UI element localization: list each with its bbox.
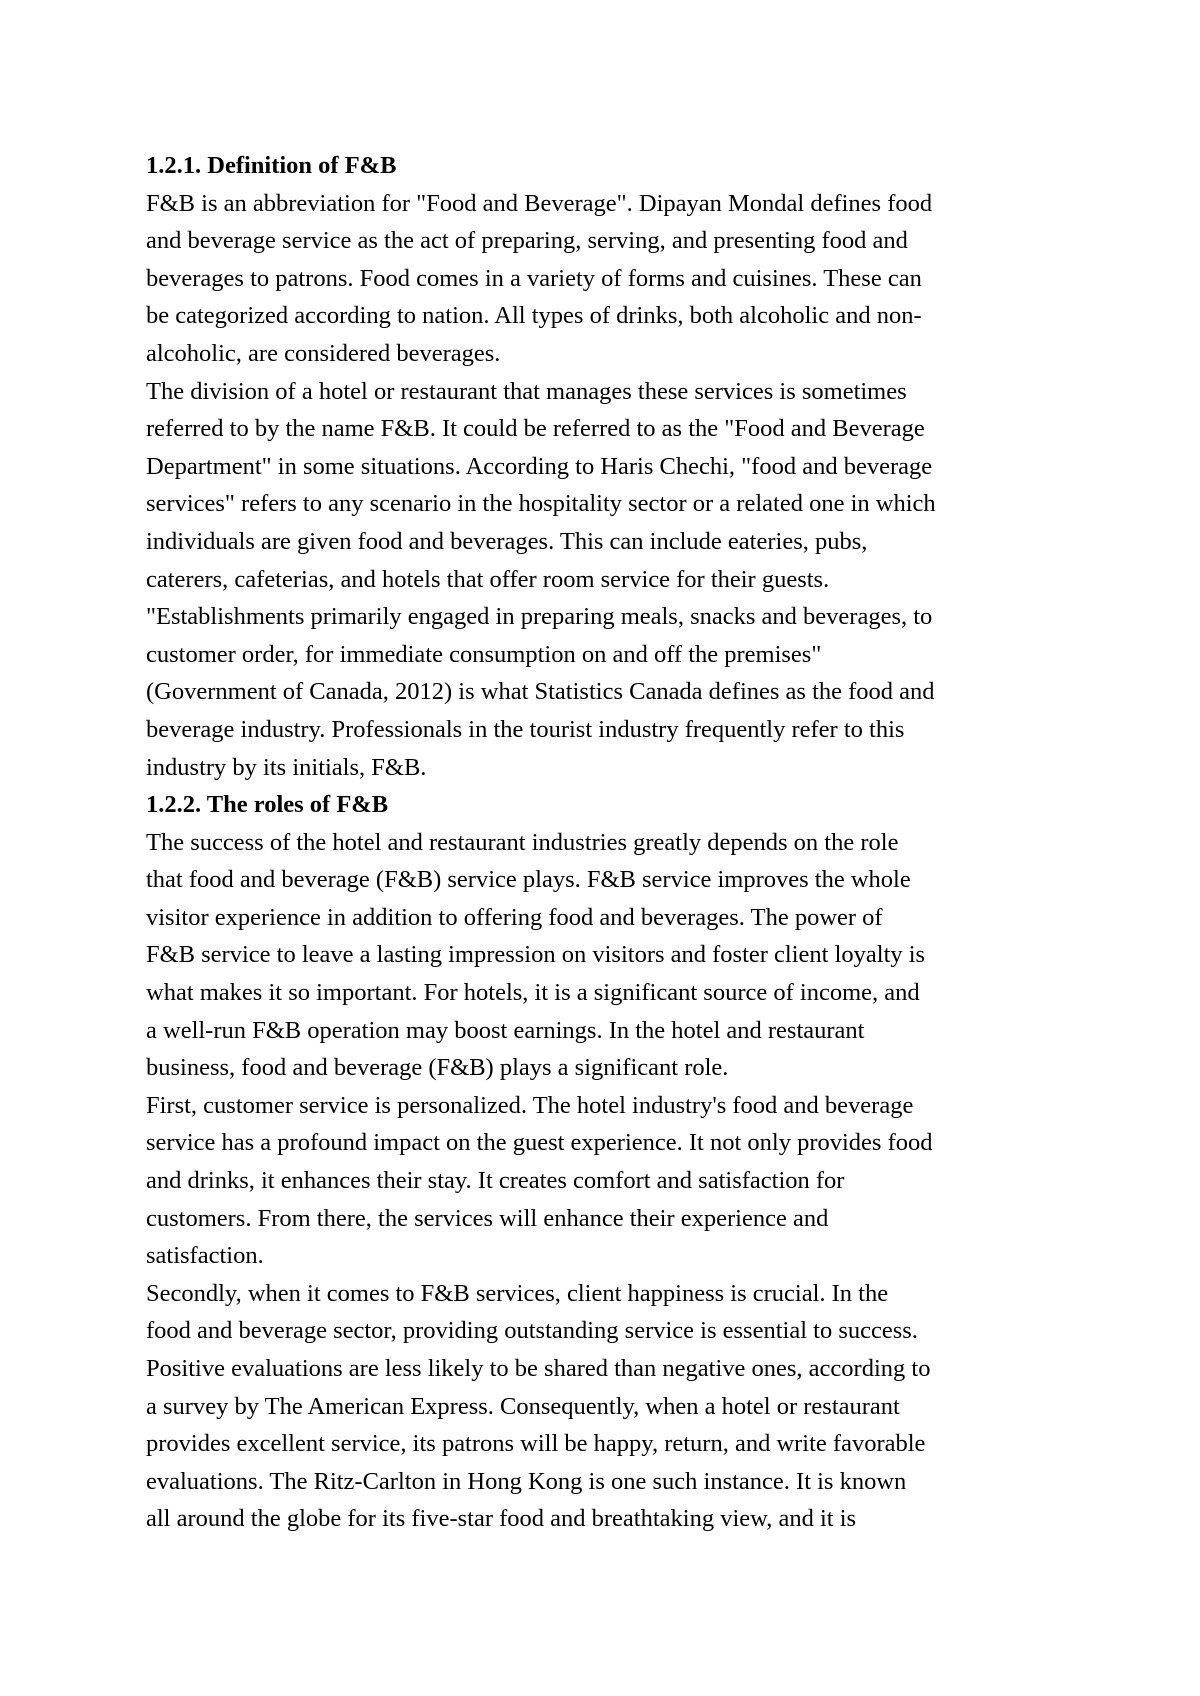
text-line: visitor experience in addition to offering food and beverages. The power of — [146, 903, 883, 931]
text-line: food and beverage sector, providing outstanding service is essential to success. — [146, 1317, 918, 1345]
text-line: a well-run F&B operation may boost earnings. In the hotel and restaurant — [146, 1016, 865, 1044]
text-line: The division of a hotel or restaurant that manages these services is sometimes — [146, 377, 907, 405]
text-line: "Establishments primarily engaged in preparing meals, snacks and beverages, to — [146, 603, 933, 631]
text-line: satisfaction. — [146, 1242, 264, 1270]
text-line: business, food and beverage (F&B) plays a significant role. — [146, 1054, 729, 1082]
text-line: Secondly, when it comes to F&B services, client happiness is crucial. In the — [146, 1279, 889, 1307]
paragraph — [146, 1087, 1076, 1275]
paragraph — [146, 598, 1076, 786]
text-line: that food and beverage (F&B) service plays. F&B service improves the whole — [146, 866, 911, 894]
text-line: Positive evaluations are less likely to be shared than negative ones, according to — [146, 1355, 931, 1382]
text-line: (Government of Canada, 2012) is what Statistics Canada defines as the food and — [146, 678, 935, 706]
text-line: services" refers to any scenario in the hospitality sector or a related one in which — [146, 490, 936, 518]
text-line: beverages to patrons. Food comes in a variety of forms and cuisines. These can — [146, 264, 922, 292]
text-line: First, customer service is personalized. The hotel industry's food and beverage — [146, 1091, 914, 1119]
text-line: The success of the hotel and restaurant industries greatly depends on the role — [146, 828, 899, 856]
paragraph — [146, 373, 1076, 599]
text-line: and drinks, it enhances their stay. It creates comfort and satisfaction for — [146, 1167, 845, 1195]
section-definition — [146, 147, 1076, 786]
text-line: customer order, for immediate consumption on and off the premises" — [146, 640, 822, 668]
text-line: and beverage service as the act of preparing, serving, and presenting food and — [146, 227, 908, 255]
section-heading: 1.2.2. The roles of F&B — [146, 791, 389, 819]
text-line: individuals are given food and beverages. This can include eateries, pubs, — [146, 527, 868, 555]
text-line: beverage industry. Professionals in the tourist industry frequently refer to this — [146, 715, 905, 743]
section-roles — [146, 786, 1076, 1538]
text-line: Department" in some situations. According to Haris Chechi, "food and beverage — [146, 452, 933, 480]
text-line: all around the globe for its five-star food and breathtaking view, and it is — [146, 1505, 857, 1533]
text-line: customers. From there, the services will enhance their experience and — [146, 1204, 829, 1232]
text-line: F&B service to leave a lasting impression on visitors and foster client loyalty is — [146, 941, 926, 969]
text-line: be categorized according to nation. All types of drinks, both alcoholic and non- — [146, 302, 922, 330]
paragraph — [146, 185, 1076, 373]
text-line: F&B is an abbreviation for "Food and Beverage". Dipayan Mondal defines food — [146, 189, 933, 217]
document-body — [146, 147, 1076, 1538]
text-line: a survey by The American Express. Consequently, when a hotel or restaurant — [146, 1392, 900, 1420]
text-line: industry by its initials, F&B. — [146, 753, 427, 781]
text-line: provides excellent service, its patrons will be happy, return, and write favorable — [146, 1430, 926, 1458]
text-line: evaluations. The Ritz-Carlton in Hong Kong is one such instance. It is known — [146, 1467, 907, 1495]
section-heading: 1.2.1. Definition of F&B — [146, 152, 397, 179]
text-line: referred to by the name F&B. It could be referred to as the "Food and Beverage — [146, 415, 925, 443]
paragraph — [146, 824, 1076, 1087]
paragraph — [146, 1275, 1076, 1538]
text-line: alcoholic, are considered beverages. — [146, 339, 501, 367]
text-line: caterers, cafeterias, and hotels that offer room service for their guests. — [146, 565, 830, 593]
text-line: what makes it so important. For hotels, it is a significant source of income, and — [146, 979, 920, 1007]
text-line: service has a profound impact on the guest experience. It not only provides food — [146, 1129, 933, 1157]
